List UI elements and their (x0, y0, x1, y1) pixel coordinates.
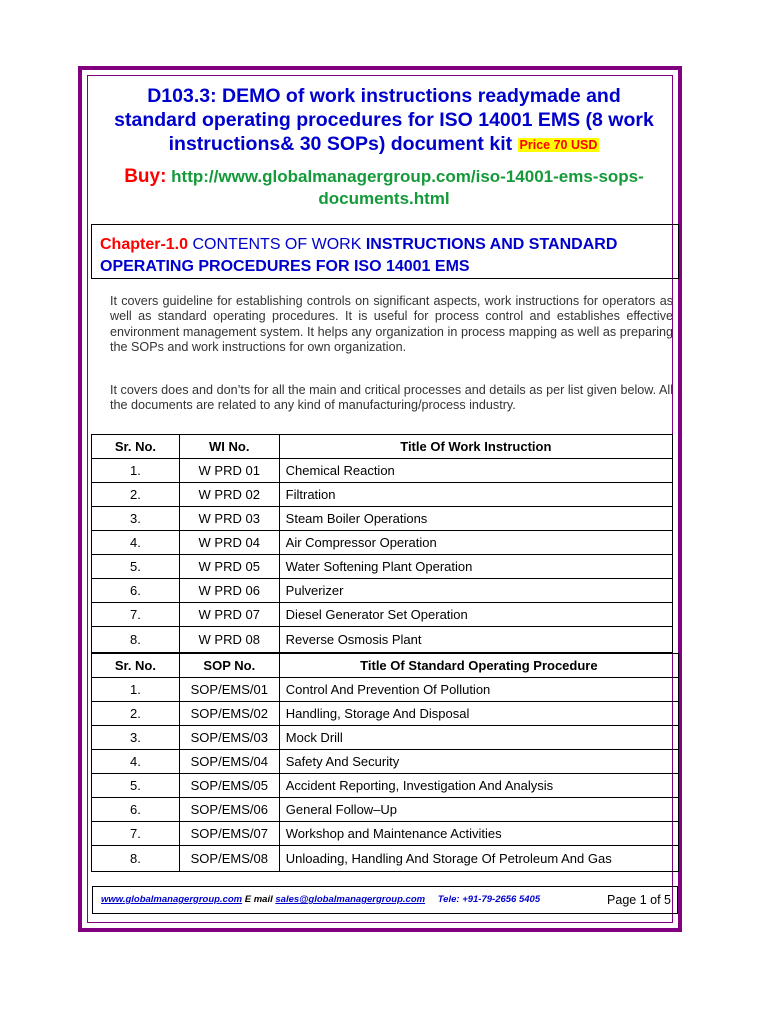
table-cell: 2. (92, 483, 180, 507)
table-cell: W PRD 03 (179, 507, 279, 531)
table-cell: Accident Reporting, Investigation And Analysis (279, 774, 678, 798)
table-cell: 4. (92, 750, 180, 774)
table-cell: Reverse Osmosis Plant (279, 627, 672, 653)
buy-label: Buy: (124, 166, 167, 187)
table-row (92, 822, 679, 846)
title-line-2: standard operating procedures for ISO 14001 EMS (8 work (114, 109, 654, 131)
column-header: Sr. No. (92, 435, 180, 459)
table-cell: 3. (92, 726, 180, 750)
title-line-3 (82, 132, 686, 157)
buy-url-line-1[interactable]: http://www.globalmanagergroup.com/iso-14001-ems-sops- (171, 167, 644, 186)
table-cell: SOP/EMS/06 (179, 798, 279, 822)
footer-email-label: E mail (244, 894, 273, 905)
work-instruction-table (91, 434, 673, 653)
table-row (92, 459, 673, 483)
table-row (92, 774, 679, 798)
column-header: SOP No. (179, 654, 279, 678)
table-header-row (92, 654, 679, 678)
sop-table (91, 653, 679, 872)
price-badge: Price 70 USD (519, 138, 598, 152)
table-cell: Mock Drill (279, 726, 678, 750)
intro-paragraph-2: It covers does and don’ts for all the main and critical processes and details as per list given below. All the documents are related to any kind of manufacturing/process industry. (110, 383, 673, 413)
table-cell: SOP/EMS/04 (179, 750, 279, 774)
table-cell: 5. (92, 555, 180, 579)
table-cell: 8. (92, 627, 180, 653)
table-cell: Water Softening Plant Operation (279, 555, 672, 579)
table-cell: SOP/EMS/07 (179, 822, 279, 846)
table-cell: 6. (92, 579, 180, 603)
table-row (92, 750, 679, 774)
table-row (92, 483, 673, 507)
title-line-3-text: instructions& 30 SOPs) document kit (168, 133, 513, 155)
table-row (92, 726, 679, 750)
table-cell: 7. (92, 822, 180, 846)
table-cell: Workshop and Maintenance Activities (279, 822, 678, 846)
table-row (92, 603, 673, 627)
table-cell: Pulverizer (279, 579, 672, 603)
table-row (92, 627, 673, 653)
table-cell: General Follow–Up (279, 798, 678, 822)
table-cell: Unloading, Handling And Storage Of Petroleum And Gas (279, 846, 678, 872)
footer-website-link[interactable]: www.globalmanagergroup.com (101, 894, 243, 905)
table-cell: Diesel Generator Set Operation (279, 603, 672, 627)
table-cell: W PRD 05 (179, 555, 279, 579)
footer-email-link[interactable]: sales@globalmanagergroup.com (275, 894, 426, 905)
page-footer (92, 886, 678, 914)
column-header: Title Of Standard Operating Procedure (279, 654, 678, 678)
table-cell: W PRD 04 (179, 531, 279, 555)
intro-paragraph-1: It covers guideline for establishing controls on significant aspects, work instructions for operators as well as standard operating procedures. It is useful for process control and establishes effective environment management system. It helps any organization in process mapping as well as preparing the SOPs and work instructions for own organization. (110, 294, 673, 355)
table-row (92, 531, 673, 555)
table-cell: W PRD 07 (179, 603, 279, 627)
page-number: Page 1 of 5 (607, 893, 671, 907)
table-cell: W PRD 08 (179, 627, 279, 653)
buy-url-line-2[interactable]: documents.html (318, 189, 450, 208)
column-header: Sr. No. (92, 654, 180, 678)
chapter-text-bold-1: INSTRUCTIONS AND STANDARD (365, 236, 618, 253)
table-cell: 1. (92, 459, 180, 483)
chapter-number: Chapter-1.0 (100, 236, 189, 253)
table-cell: 8. (92, 846, 180, 872)
table-cell: Air Compressor Operation (279, 531, 672, 555)
table-cell: 2. (92, 702, 180, 726)
table-cell: Control And Prevention Of Pollution (279, 678, 678, 702)
chapter-heading (91, 224, 679, 279)
table-cell: W PRD 01 (179, 459, 279, 483)
table-cell: SOP/EMS/02 (179, 702, 279, 726)
column-header: WI No. (179, 435, 279, 459)
footer-telephone: Tele: +91-79-2656 5405 (437, 894, 541, 905)
table-cell: Handling, Storage And Disposal (279, 702, 678, 726)
table-cell: 5. (92, 774, 180, 798)
table-row (92, 846, 679, 872)
table-row (92, 678, 679, 702)
table-row (92, 507, 673, 531)
table-cell: 3. (92, 507, 180, 531)
table-cell: 6. (92, 798, 180, 822)
document-title (82, 84, 686, 157)
table-row (92, 579, 673, 603)
table-cell: 4. (92, 531, 180, 555)
chapter-text-plain: CONTENTS OF WORK (192, 236, 362, 253)
table-row (92, 798, 679, 822)
table-cell: 7. (92, 603, 180, 627)
chapter-text-bold-2: OPERATING PROCEDURES FOR ISO 14001 EMS (100, 258, 470, 275)
table-cell: W PRD 02 (179, 483, 279, 507)
buy-link-block[interactable] (82, 166, 686, 210)
table-cell: SOP/EMS/01 (179, 678, 279, 702)
table-cell: 1. (92, 678, 180, 702)
table-cell: SOP/EMS/08 (179, 846, 279, 872)
table-cell: SOP/EMS/03 (179, 726, 279, 750)
title-line-1: D103.3: DEMO of work instructions readymade and (147, 85, 621, 107)
table-cell: Steam Boiler Operations (279, 507, 672, 531)
table-cell: W PRD 06 (179, 579, 279, 603)
table-row (92, 702, 679, 726)
table-row (92, 555, 673, 579)
column-header: Title Of Work Instruction (279, 435, 672, 459)
table-header-row (92, 435, 673, 459)
table-cell: Filtration (279, 483, 672, 507)
table-cell: Chemical Reaction (279, 459, 672, 483)
table-cell: Safety And Security (279, 750, 678, 774)
table-cell: SOP/EMS/05 (179, 774, 279, 798)
